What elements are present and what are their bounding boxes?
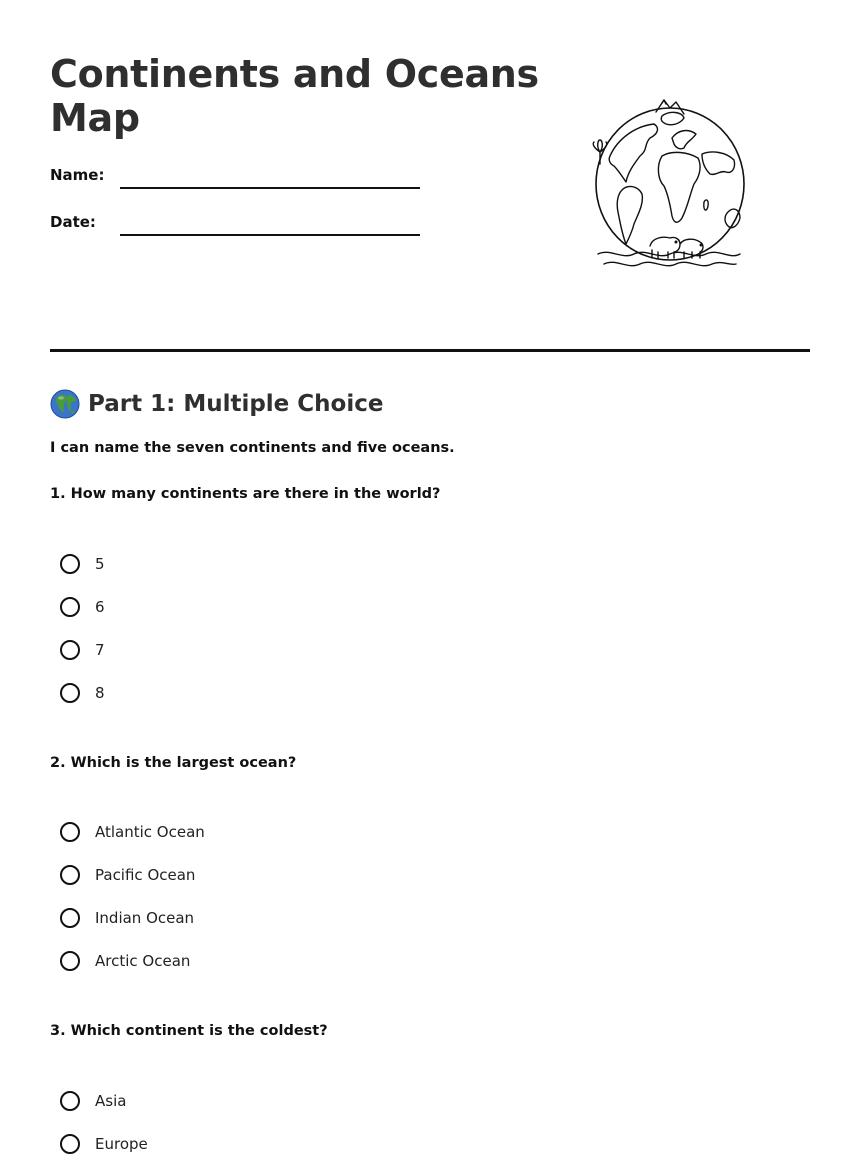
answer-option[interactable] [60,1088,126,1114]
answer-option[interactable] [60,905,194,931]
radio-button[interactable] [60,597,80,617]
name-field [50,162,420,192]
option-label: Europe [95,1135,148,1153]
worksheet-header [50,52,810,292]
name-label: Name: [50,166,105,184]
globe-with-polar-bears-icon [588,94,748,279]
answer-option[interactable] [60,551,105,577]
answer-option[interactable] [60,594,105,620]
option-label: Arctic Ocean [95,952,191,970]
option-label: Pacific Ocean [95,866,196,884]
learning-objective: I can name the seven continents and five oceans. [50,440,455,456]
page-title: Continents and Oceans Map [50,52,539,140]
question-text: 1. How many continents are there in the world? [50,486,441,502]
option-label: 6 [95,598,105,616]
option-label: 5 [95,555,105,573]
name-write-line[interactable] [120,187,420,189]
radio-button[interactable] [60,1134,80,1154]
option-label: Indian Ocean [95,909,195,927]
section-divider [50,349,810,352]
answer-option[interactable] [60,948,190,974]
radio-button[interactable] [60,640,80,660]
question-text: 3. Which continent is the coldest? [50,1023,328,1039]
radio-button[interactable] [60,554,80,574]
option-label: 7 [95,641,105,659]
earth-globe-emoji-icon [50,389,80,419]
answer-option[interactable] [60,1131,148,1157]
answer-option[interactable] [60,680,105,706]
worksheet-page [50,0,810,1161]
radio-button[interactable] [60,951,80,971]
option-label: Asia [95,1092,127,1110]
radio-button[interactable] [60,1091,80,1111]
radio-button[interactable] [60,865,80,885]
option-label: Atlantic Ocean [95,823,205,841]
section-title [50,388,383,420]
date-field [50,209,420,239]
answer-option[interactable] [60,819,205,845]
date-label: Date: [50,213,96,231]
section-title-text: Part 1: Multiple Choice [88,391,384,417]
date-write-line[interactable] [120,234,420,236]
radio-button[interactable] [60,822,80,842]
option-label: 8 [95,684,105,702]
radio-button[interactable] [60,908,80,928]
radio-button[interactable] [60,683,80,703]
answer-option[interactable] [60,637,105,663]
answer-option[interactable] [60,862,195,888]
question-text: 2. Which is the largest ocean? [50,755,297,771]
